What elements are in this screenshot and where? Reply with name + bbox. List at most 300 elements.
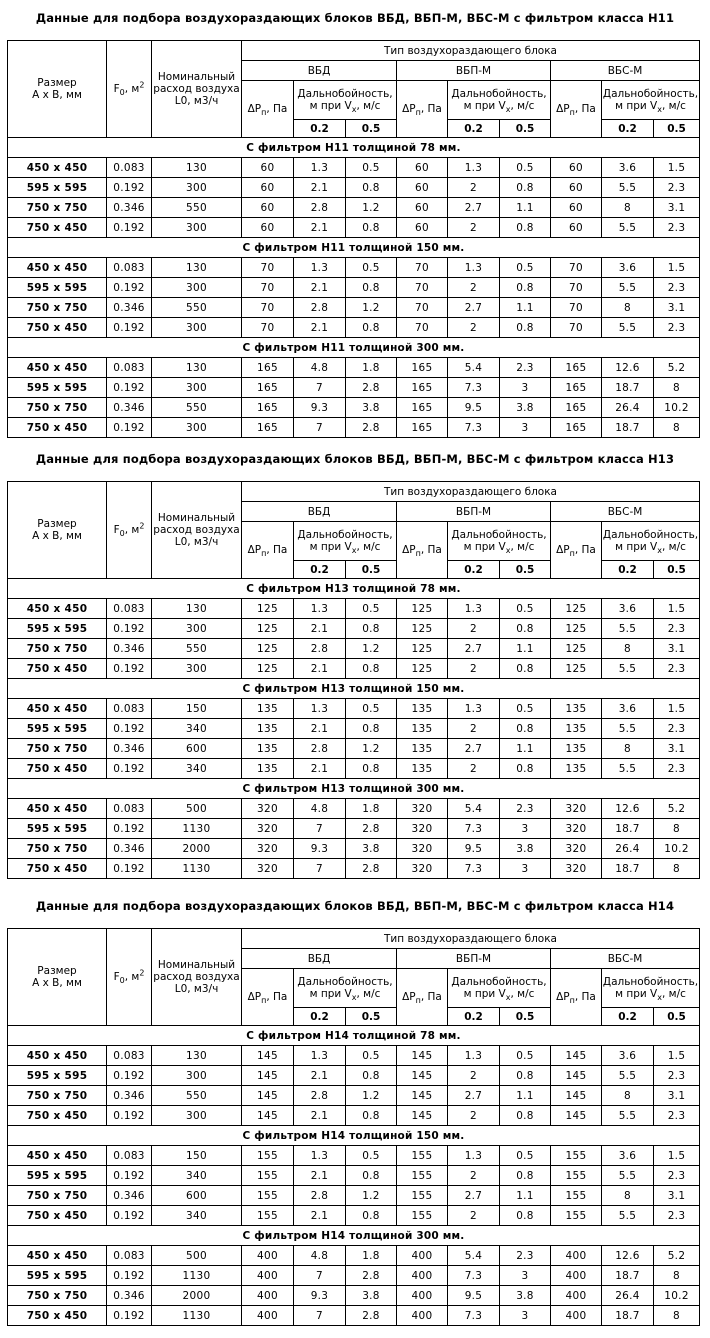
table-row bbox=[8, 639, 700, 659]
value-cell: 0.192 bbox=[107, 1266, 152, 1286]
range-header-unit: , м/с bbox=[661, 988, 686, 1000]
value-cell: 0.8 bbox=[500, 1166, 551, 1186]
value-cell: 0.5 bbox=[346, 1046, 397, 1066]
value-cell: 0.192 bbox=[107, 178, 152, 198]
value-cell: 1.1 bbox=[500, 298, 551, 318]
value-cell: 2.7 bbox=[448, 639, 500, 659]
velocity-value: 0.5 bbox=[361, 1010, 381, 1023]
value-cell: 5.5 bbox=[602, 318, 654, 338]
value-cell: 8 bbox=[602, 298, 654, 318]
range-header bbox=[294, 522, 397, 561]
value-cell: 0.346 bbox=[107, 1086, 152, 1106]
value-cell: 1.2 bbox=[346, 1086, 397, 1106]
range-header-line: Дальнобойность, bbox=[602, 976, 699, 988]
value-cell: 3 bbox=[500, 859, 551, 879]
f0-subscript: 0 bbox=[119, 529, 125, 539]
value-cell: 70 bbox=[551, 258, 602, 278]
value-cell: 300 bbox=[152, 318, 242, 338]
value-cell: 145 bbox=[551, 1086, 602, 1106]
table-title: Данные для подбора воздухораздающих блоков ВБД, ВБП-М, ВБС-М с фильтром класса H11 bbox=[35, 11, 675, 25]
value-cell: 2000 bbox=[152, 839, 242, 859]
value-cell: 60 bbox=[551, 218, 602, 238]
value-cell: 1130 bbox=[152, 1266, 242, 1286]
value-cell: 3.6 bbox=[602, 1046, 654, 1066]
size-header bbox=[8, 41, 107, 138]
value-cell: 1.5 bbox=[654, 599, 700, 619]
value-cell: 60 bbox=[551, 198, 602, 218]
section-row bbox=[8, 579, 700, 599]
value-cell: 7.3 bbox=[448, 1266, 500, 1286]
value-cell: 70 bbox=[551, 298, 602, 318]
velocity-value: 0.2 bbox=[618, 122, 637, 135]
range-header-unit: , м/с bbox=[510, 100, 535, 112]
spec-table bbox=[7, 481, 700, 879]
value-cell: 145 bbox=[397, 1086, 448, 1106]
size-cell: 750 х 750 bbox=[8, 198, 107, 218]
table-row bbox=[8, 398, 700, 418]
flow-header-line: L0, м3/ч bbox=[174, 95, 219, 107]
table-row bbox=[8, 1206, 700, 1226]
value-cell: 4.8 bbox=[294, 1246, 346, 1266]
block-name-header bbox=[242, 502, 397, 522]
range-header-line: Дальнобойность, bbox=[451, 529, 547, 541]
value-cell: 0.5 bbox=[346, 599, 397, 619]
value-cell: 340 bbox=[152, 1166, 242, 1186]
size-cell: 450 х 450 bbox=[8, 699, 107, 719]
value-cell: 60 bbox=[242, 218, 294, 238]
value-cell: 2.7 bbox=[448, 739, 500, 759]
value-cell: 3 bbox=[500, 418, 551, 438]
value-cell: 145 bbox=[397, 1106, 448, 1126]
velocity-header bbox=[294, 561, 346, 579]
value-cell: 3.6 bbox=[602, 258, 654, 278]
pressure-drop-header bbox=[551, 969, 602, 1026]
velocity-subscript: x bbox=[505, 993, 511, 1003]
value-cell: 4.8 bbox=[294, 799, 346, 819]
value-cell: 2 bbox=[448, 1106, 500, 1126]
value-cell: 0.346 bbox=[107, 639, 152, 659]
value-cell: 4.8 bbox=[294, 358, 346, 378]
range-header-line: м при V bbox=[463, 541, 506, 553]
value-cell: 0.8 bbox=[346, 719, 397, 739]
value-cell: 2 bbox=[448, 759, 500, 779]
value-cell: 1.8 bbox=[346, 358, 397, 378]
block-name-label: ВБП-М bbox=[455, 505, 492, 518]
table-row bbox=[8, 659, 700, 679]
value-cell: 2.3 bbox=[654, 278, 700, 298]
pressure-drop-unit: , Па bbox=[420, 103, 442, 115]
value-cell: 320 bbox=[242, 819, 294, 839]
range-header-unit: , м/с bbox=[356, 100, 381, 112]
range-header bbox=[294, 81, 397, 120]
value-cell: 18.7 bbox=[602, 859, 654, 879]
spec-table bbox=[7, 40, 700, 438]
size-cell: 450 х 450 bbox=[8, 599, 107, 619]
pressure-drop-unit: , Па bbox=[266, 544, 288, 556]
section-label: С фильтром H13 толщиной 78 мм. bbox=[8, 579, 700, 599]
block-name-header bbox=[551, 61, 700, 81]
size-cell: 750 х 750 bbox=[8, 1286, 107, 1306]
value-cell: 1.5 bbox=[654, 699, 700, 719]
value-cell: 2.1 bbox=[294, 759, 346, 779]
value-cell: 2.8 bbox=[294, 1086, 346, 1106]
value-cell: 145 bbox=[551, 1046, 602, 1066]
size-cell: 450 х 450 bbox=[8, 1146, 107, 1166]
value-cell: 125 bbox=[397, 659, 448, 679]
value-cell: 1130 bbox=[152, 859, 242, 879]
range-header bbox=[602, 969, 700, 1008]
pressure-drop-unit: , Па bbox=[574, 103, 596, 115]
value-cell: 130 bbox=[152, 258, 242, 278]
value-cell: 5.5 bbox=[602, 619, 654, 639]
value-cell: 8 bbox=[602, 1086, 654, 1106]
value-cell: 3 bbox=[500, 819, 551, 839]
value-cell: 1.2 bbox=[346, 639, 397, 659]
pressure-drop-header bbox=[551, 81, 602, 138]
range-header bbox=[448, 81, 551, 120]
value-cell: 12.6 bbox=[602, 1246, 654, 1266]
value-cell: 2.3 bbox=[654, 719, 700, 739]
value-cell: 1.3 bbox=[294, 1046, 346, 1066]
value-cell: 8 bbox=[654, 1266, 700, 1286]
value-cell: 0.8 bbox=[500, 659, 551, 679]
value-cell: 0.346 bbox=[107, 398, 152, 418]
size-cell: 750 х 750 bbox=[8, 398, 107, 418]
value-cell: 0.8 bbox=[500, 1066, 551, 1086]
value-cell: 1.8 bbox=[346, 799, 397, 819]
value-cell: 1.2 bbox=[346, 198, 397, 218]
size-cell: 750 х 750 bbox=[8, 839, 107, 859]
value-cell: 0.083 bbox=[107, 1246, 152, 1266]
value-cell: 12.6 bbox=[602, 799, 654, 819]
table-row bbox=[8, 1186, 700, 1206]
value-cell: 5.5 bbox=[602, 278, 654, 298]
value-cell: 2.7 bbox=[448, 1186, 500, 1206]
value-cell: 320 bbox=[242, 799, 294, 819]
value-cell: 125 bbox=[397, 619, 448, 639]
f0-subscript: 0 bbox=[119, 976, 125, 986]
pressure-drop-symbol: ΔP bbox=[402, 103, 416, 115]
value-cell: 0.8 bbox=[346, 178, 397, 198]
value-cell: 155 bbox=[242, 1166, 294, 1186]
value-cell: 0.5 bbox=[346, 258, 397, 278]
value-cell: 7 bbox=[294, 819, 346, 839]
section-label: С фильтром H13 толщиной 150 мм. bbox=[8, 679, 700, 699]
value-cell: 1.3 bbox=[294, 158, 346, 178]
value-cell: 9.3 bbox=[294, 398, 346, 418]
f0-unit: , м bbox=[124, 524, 140, 536]
value-cell: 0.8 bbox=[346, 759, 397, 779]
value-cell: 2.1 bbox=[294, 619, 346, 639]
size-cell: 450 х 450 bbox=[8, 1046, 107, 1066]
value-cell: 600 bbox=[152, 1186, 242, 1206]
value-cell: 135 bbox=[397, 699, 448, 719]
value-cell: 8 bbox=[654, 819, 700, 839]
value-cell: 8 bbox=[602, 639, 654, 659]
value-cell: 8 bbox=[654, 418, 700, 438]
value-cell: 300 bbox=[152, 178, 242, 198]
block-type-header bbox=[242, 41, 700, 61]
pressure-drop-subscript: п bbox=[261, 108, 267, 118]
range-header bbox=[294, 969, 397, 1008]
velocity-header bbox=[448, 561, 500, 579]
velocity-header bbox=[602, 120, 654, 138]
size-cell: 750 х 450 bbox=[8, 1206, 107, 1226]
value-cell: 2.1 bbox=[294, 1066, 346, 1086]
value-cell: 145 bbox=[242, 1086, 294, 1106]
table-row bbox=[8, 739, 700, 759]
value-cell: 165 bbox=[242, 378, 294, 398]
size-cell: 595 х 595 bbox=[8, 1066, 107, 1086]
value-cell: 320 bbox=[397, 799, 448, 819]
table-row bbox=[8, 1246, 700, 1266]
block-name-header bbox=[551, 949, 700, 969]
velocity-subscript: x bbox=[505, 105, 511, 115]
value-cell: 1.3 bbox=[448, 158, 500, 178]
table-row bbox=[8, 158, 700, 178]
block-name-header bbox=[242, 61, 397, 81]
value-cell: 400 bbox=[242, 1266, 294, 1286]
velocity-subscript: x bbox=[351, 105, 357, 115]
value-cell: 2.3 bbox=[654, 178, 700, 198]
velocity-value: 0.5 bbox=[667, 563, 686, 576]
value-cell: 1.3 bbox=[448, 258, 500, 278]
velocity-header bbox=[602, 561, 654, 579]
velocity-header bbox=[448, 1008, 500, 1026]
value-cell: 18.7 bbox=[602, 418, 654, 438]
f0-unit: , м bbox=[124, 971, 140, 983]
range-header-unit: , м/с bbox=[356, 541, 381, 553]
size-cell: 595 х 595 bbox=[8, 1266, 107, 1286]
value-cell: 0.346 bbox=[107, 839, 152, 859]
value-cell: 1.3 bbox=[448, 1046, 500, 1066]
value-cell: 340 bbox=[152, 759, 242, 779]
velocity-value: 0.5 bbox=[515, 1010, 535, 1023]
pressure-drop-subscript: п bbox=[415, 549, 421, 559]
value-cell: 165 bbox=[242, 398, 294, 418]
pressure-drop-header bbox=[242, 81, 294, 138]
value-cell: 5.4 bbox=[448, 799, 500, 819]
table-title: Данные для подбора воздухораздающих блоков ВБД, ВБП-М, ВБС-М с фильтром класса H13 bbox=[35, 452, 675, 466]
flow-header-line: Номинальный bbox=[157, 959, 236, 971]
value-cell: 2.3 bbox=[500, 1246, 551, 1266]
table-row bbox=[8, 378, 700, 398]
value-cell: 2.3 bbox=[500, 358, 551, 378]
value-cell: 320 bbox=[551, 839, 602, 859]
pressure-drop-unit: , Па bbox=[574, 544, 596, 556]
size-header-line: Размер bbox=[37, 518, 77, 530]
value-cell: 320 bbox=[551, 819, 602, 839]
table-row bbox=[8, 278, 700, 298]
value-cell: 1.8 bbox=[346, 1246, 397, 1266]
table-row bbox=[8, 1306, 700, 1326]
value-cell: 0.083 bbox=[107, 1146, 152, 1166]
velocity-subscript: x bbox=[657, 993, 662, 1003]
block-name-label: ВБС-М bbox=[607, 505, 643, 518]
value-cell: 5.5 bbox=[602, 1206, 654, 1226]
pressure-drop-header bbox=[551, 522, 602, 579]
value-cell: 0.8 bbox=[500, 218, 551, 238]
section-row bbox=[8, 138, 700, 158]
block-name-label: ВБД bbox=[307, 505, 331, 518]
value-cell: 0.346 bbox=[107, 739, 152, 759]
value-cell: 2.1 bbox=[294, 218, 346, 238]
block-type-header bbox=[242, 482, 700, 502]
value-cell: 320 bbox=[397, 839, 448, 859]
value-cell: 2.3 bbox=[654, 218, 700, 238]
value-cell: 150 bbox=[152, 1146, 242, 1166]
flow-header-line: расход воздуха bbox=[153, 971, 240, 983]
value-cell: 2 bbox=[448, 719, 500, 739]
value-cell: 5.5 bbox=[602, 1066, 654, 1086]
value-cell: 0.192 bbox=[107, 659, 152, 679]
value-cell: 155 bbox=[397, 1186, 448, 1206]
value-cell: 145 bbox=[242, 1066, 294, 1086]
value-cell: 3.6 bbox=[602, 599, 654, 619]
value-cell: 8 bbox=[654, 859, 700, 879]
value-cell: 125 bbox=[397, 599, 448, 619]
size-cell: 750 х 750 bbox=[8, 739, 107, 759]
value-cell: 2.8 bbox=[346, 378, 397, 398]
value-cell: 155 bbox=[242, 1186, 294, 1206]
f0-superscript: 2 bbox=[139, 968, 145, 978]
velocity-header bbox=[500, 120, 551, 138]
value-cell: 5.5 bbox=[602, 1166, 654, 1186]
value-cell: 10.2 bbox=[654, 1286, 700, 1306]
velocity-value: 0.2 bbox=[464, 122, 483, 135]
value-cell: 2.8 bbox=[294, 639, 346, 659]
value-cell: 2.3 bbox=[654, 1106, 700, 1126]
value-cell: 0.8 bbox=[500, 1106, 551, 1126]
value-cell: 7.3 bbox=[448, 1306, 500, 1326]
block-name-label: ВБС-М bbox=[607, 64, 643, 77]
value-cell: 400 bbox=[551, 1306, 602, 1326]
f0-header bbox=[107, 41, 152, 138]
value-cell: 2.8 bbox=[346, 1266, 397, 1286]
block-type-label: Тип воздухораздающего блока bbox=[384, 485, 557, 498]
value-cell: 145 bbox=[397, 1066, 448, 1086]
value-cell: 550 bbox=[152, 398, 242, 418]
value-cell: 0.8 bbox=[500, 318, 551, 338]
value-cell: 8 bbox=[654, 378, 700, 398]
pressure-drop-unit: , Па bbox=[266, 103, 288, 115]
size-cell: 750 х 450 bbox=[8, 318, 107, 338]
value-cell: 7 bbox=[294, 859, 346, 879]
value-cell: 340 bbox=[152, 719, 242, 739]
value-cell: 320 bbox=[242, 859, 294, 879]
table-row bbox=[8, 358, 700, 378]
block-name-header bbox=[397, 61, 551, 81]
value-cell: 300 bbox=[152, 659, 242, 679]
value-cell: 1.2 bbox=[346, 298, 397, 318]
f0-unit: , м bbox=[124, 83, 140, 95]
value-cell: 135 bbox=[242, 719, 294, 739]
size-cell: 450 х 450 bbox=[8, 799, 107, 819]
value-cell: 340 bbox=[152, 1206, 242, 1226]
pressure-drop-unit: , Па bbox=[266, 991, 288, 1003]
value-cell: 2.3 bbox=[654, 1206, 700, 1226]
pressure-drop-symbol: ΔP bbox=[247, 544, 262, 556]
value-cell: 5.5 bbox=[602, 659, 654, 679]
value-cell: 165 bbox=[242, 358, 294, 378]
value-cell: 18.7 bbox=[602, 1306, 654, 1326]
pressure-drop-subscript: п bbox=[569, 996, 575, 1006]
value-cell: 0.346 bbox=[107, 298, 152, 318]
value-cell: 0.192 bbox=[107, 819, 152, 839]
value-cell: 70 bbox=[551, 278, 602, 298]
value-cell: 550 bbox=[152, 639, 242, 659]
value-cell: 0.192 bbox=[107, 1106, 152, 1126]
value-cell: 0.5 bbox=[500, 1046, 551, 1066]
value-cell: 2.8 bbox=[346, 819, 397, 839]
value-cell: 600 bbox=[152, 739, 242, 759]
value-cell: 0.192 bbox=[107, 1166, 152, 1186]
value-cell: 0.192 bbox=[107, 619, 152, 639]
value-cell: 125 bbox=[242, 599, 294, 619]
velocity-value: 0.2 bbox=[310, 122, 329, 135]
value-cell: 7.3 bbox=[448, 378, 500, 398]
size-cell: 595 х 595 bbox=[8, 619, 107, 639]
value-cell: 2.8 bbox=[294, 298, 346, 318]
value-cell: 2 bbox=[448, 659, 500, 679]
value-cell: 2.8 bbox=[346, 418, 397, 438]
flow-header bbox=[152, 929, 242, 1026]
range-header-line: м при V bbox=[463, 100, 506, 112]
f0-subscript: 0 bbox=[119, 88, 125, 98]
block-type-label: Тип воздухораздающего блока bbox=[384, 44, 557, 57]
value-cell: 70 bbox=[242, 318, 294, 338]
value-cell: 3.6 bbox=[602, 699, 654, 719]
value-cell: 165 bbox=[551, 378, 602, 398]
value-cell: 2 bbox=[448, 1206, 500, 1226]
value-cell: 3.8 bbox=[346, 1286, 397, 1306]
value-cell: 0.8 bbox=[500, 178, 551, 198]
value-cell: 1130 bbox=[152, 819, 242, 839]
value-cell: 0.5 bbox=[346, 158, 397, 178]
velocity-value: 0.2 bbox=[464, 1010, 483, 1023]
f0-symbol: F bbox=[113, 971, 120, 983]
value-cell: 3.1 bbox=[654, 639, 700, 659]
value-cell: 0.5 bbox=[500, 699, 551, 719]
value-cell: 5.5 bbox=[602, 719, 654, 739]
section-label: С фильтром H11 толщиной 150 мм. bbox=[8, 238, 700, 258]
value-cell: 165 bbox=[551, 398, 602, 418]
value-cell: 70 bbox=[397, 278, 448, 298]
value-cell: 1.1 bbox=[500, 1186, 551, 1206]
value-cell: 60 bbox=[397, 158, 448, 178]
value-cell: 400 bbox=[242, 1286, 294, 1306]
value-cell: 0.8 bbox=[346, 619, 397, 639]
table-row bbox=[8, 1106, 700, 1126]
value-cell: 0.8 bbox=[500, 759, 551, 779]
value-cell: 300 bbox=[152, 378, 242, 398]
table-row bbox=[8, 298, 700, 318]
value-cell: 0.5 bbox=[500, 158, 551, 178]
value-cell: 300 bbox=[152, 218, 242, 238]
size-cell: 750 х 450 bbox=[8, 1106, 107, 1126]
value-cell: 1.5 bbox=[654, 258, 700, 278]
value-cell: 165 bbox=[242, 418, 294, 438]
value-cell: 320 bbox=[551, 859, 602, 879]
value-cell: 500 bbox=[152, 1246, 242, 1266]
value-cell: 0.192 bbox=[107, 1206, 152, 1226]
size-cell: 750 х 450 bbox=[8, 1306, 107, 1326]
size-cell: 450 х 450 bbox=[8, 158, 107, 178]
value-cell: 70 bbox=[551, 318, 602, 338]
value-cell: 130 bbox=[152, 358, 242, 378]
size-cell: 750 х 750 bbox=[8, 298, 107, 318]
value-cell: 2.3 bbox=[654, 1166, 700, 1186]
